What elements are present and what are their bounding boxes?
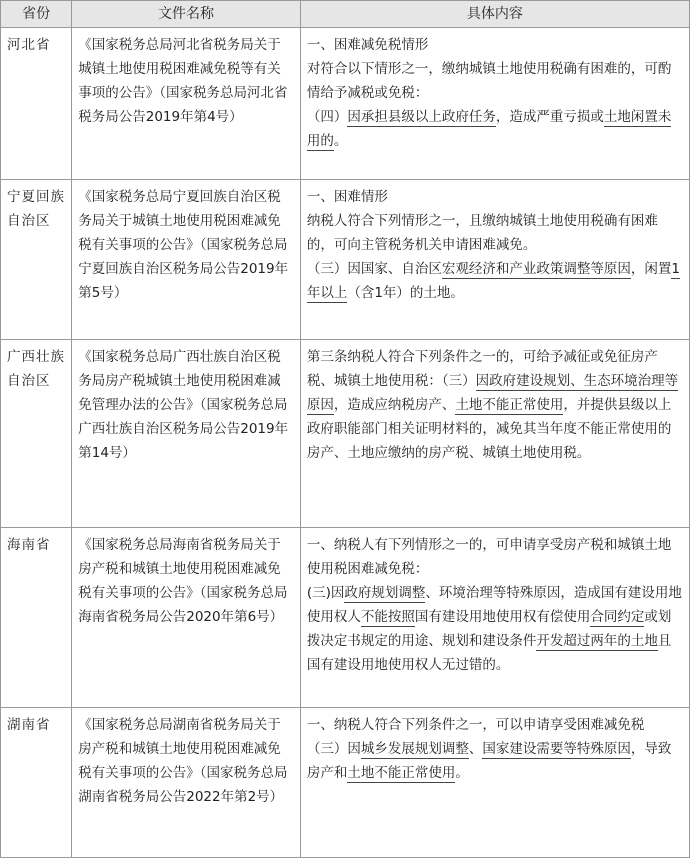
header-province: 省份: [1, 1, 72, 28]
content-cell: [300, 180, 689, 340]
table-row: [1, 708, 690, 858]
document-cell: 《国家税务总局宁夏回族自治区税务局关于城镇土地使用税困难减免税有关事项的公告》（国家税务总局宁夏回族自治区税务局公告2019年第5号）: [72, 180, 301, 340]
content-cell: [300, 28, 689, 180]
document-cell: 《国家税务总局广西壮族自治区税务局房产税城镇土地使用税困难减免管理办法的公告》（国家税务总局广西壮族自治区税务局公告2019年第14号）: [72, 340, 301, 528]
content-cell: [300, 528, 689, 708]
content-paragraph: 对符合以下情形之一，缴纳城镇土地使用税确有困难的，可酌情给予减税或免税：: [306, 61, 672, 101]
underlined-text: 因承担县级以上政府任务: [347, 109, 496, 125]
underlined-text: 土地不能正常使用: [455, 397, 564, 413]
province-cell: 海南省: [1, 528, 72, 708]
province-cell: 湖南省: [1, 708, 72, 858]
content-paragraph: （四）因承担县级以上政府任务，造成严重亏损或土地闲置未用的。: [306, 109, 672, 149]
content-paragraph: （三）因国家、自治区宏观经济和产业政策调整等原因，闲置1年以上（含1年）的土地。: [306, 261, 680, 301]
content-cell: [300, 708, 689, 858]
header-document-name: 文件名称: [72, 1, 301, 28]
underlined-text: 1年以上: [306, 261, 680, 301]
content-heading: 一、纳税人符合下列条件之一，可以申请享受困难减免税: [306, 717, 645, 733]
table-header-row: [1, 1, 690, 28]
underlined-text: 城乡发展规划调整: [360, 741, 469, 757]
document-cell: 《国家税务总局海南省税务局关于房产税和城镇土地使用税困难减免税有关事项的公告》（国家税务总局海南省税务局公告2020年第6号）: [72, 528, 301, 708]
table-row: [1, 340, 690, 528]
underlined-text: 开发超过两年的土地: [536, 633, 658, 649]
header-content: 具体内容: [300, 1, 689, 28]
underlined-text: 合同约定: [590, 609, 645, 625]
underlined-text: 政府规划调整: [344, 585, 426, 601]
underlined-text: 国家建设需要等特殊原因: [482, 741, 631, 757]
content-heading: 一、纳税人有下列情形之一的，可申请享受房产税和城镇土地使用税困难减免税：: [306, 537, 672, 577]
province-cell: 河北省: [1, 28, 72, 180]
underlined-text: 土地闲置未用的: [306, 109, 672, 149]
content-heading: 一、困难情形: [306, 189, 388, 205]
content-paragraph: 第三条纳税人符合下列条件之一的，可给予减征或免征房产税、城镇土地使用税：（三）因政府建设规划、生态环境治理等原因，造成应纳税房产、土地不能正常使用，并提供县级以上政府职能部门相关证明材料的，减免其当年度不能正常使用的房产、土地应缴纳的房产税、城镇土地使用税。: [306, 349, 679, 461]
table-row: [1, 28, 690, 180]
document-cell: 《国家税务总局湖南省税务局关于房产税和城镇土地使用税困难减免税有关事项的公告》（国家税务总局湖南省税务局公告2022年第2号）: [72, 708, 301, 858]
content-paragraph: (三)因政府规划调整、环境治理等特殊原因，造成国有建设用地使用权人不能按照国有建设用地使用权有偿使用合同约定或划拨决定书规定的用途、规划和建设条件开发超过两年的土地且国有建设用地使用权人无过错的。: [306, 585, 682, 673]
underlined-text: 因政府建设规划、生态环境治理等原因: [306, 373, 679, 413]
underlined-text: 土地不能正常使用: [347, 765, 456, 781]
underlined-text: 宏观经济和产业政策调整等原因: [441, 261, 631, 277]
table-row: [1, 180, 690, 340]
document-cell: 《国家税务总局河北省税务局关于城镇土地使用税困难减免税等有关事项的公告》（国家税务总局河北省税务局公告2019年第4号）: [72, 28, 301, 180]
province-cell: 广西壮族自治区: [1, 340, 72, 528]
underlined-text: 不能按照: [360, 609, 415, 625]
content-paragraph: （三）因城乡发展规划调整、国家建设需要等特殊原因，导致房产和土地不能正常使用。: [306, 741, 672, 781]
content-paragraph: 纳税人符合下列情形之一，且缴纳城镇土地使用税确有困难的，可向主管税务机关申请困难减免。: [306, 213, 658, 253]
province-cell: 宁夏回族自治区: [1, 180, 72, 340]
table-row: [1, 528, 690, 708]
content-heading: 一、困难减免税情形: [306, 37, 429, 53]
content-cell: [300, 340, 689, 528]
